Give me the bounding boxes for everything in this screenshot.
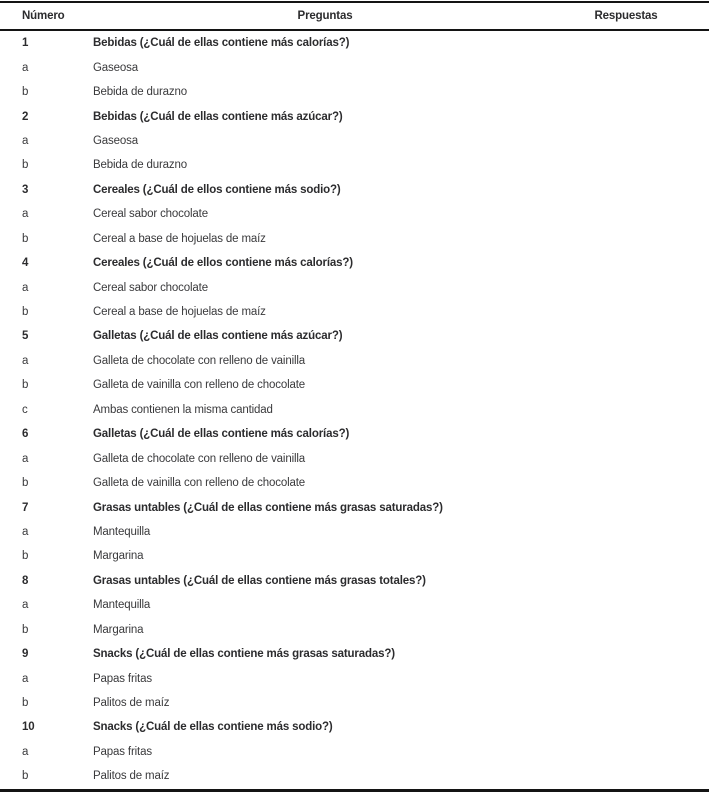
question-text: Galletas (¿Cuál de ellas contiene más azúcar?) xyxy=(93,330,343,343)
option-text: Cereal sabor chocolate xyxy=(93,208,208,221)
question-number: 5 xyxy=(22,330,29,343)
option-text: Galleta de chocolate con relleno de vainilla xyxy=(93,452,306,465)
option-letter: a xyxy=(22,61,29,74)
option-row xyxy=(0,446,709,470)
option-letter: a xyxy=(22,134,29,147)
option-row xyxy=(0,202,709,226)
option-row xyxy=(0,666,709,690)
question-row xyxy=(0,324,709,348)
questions-table xyxy=(0,1,709,792)
option-letter: b xyxy=(22,306,29,319)
question-row xyxy=(0,178,709,202)
option-text: Galleta de chocolate con relleno de vainilla xyxy=(93,354,306,367)
option-row xyxy=(0,275,709,299)
option-row xyxy=(0,618,709,642)
option-letter: a xyxy=(22,354,29,367)
option-letter: a xyxy=(22,672,29,685)
option-row xyxy=(0,398,709,422)
option-text: Margarina xyxy=(93,550,144,563)
question-text: Galletas (¿Cuál de ellas contiene más calorías?) xyxy=(93,428,350,441)
option-row xyxy=(0,300,709,324)
option-row xyxy=(0,373,709,397)
option-letter: b xyxy=(22,550,29,563)
question-number: 6 xyxy=(22,428,29,441)
option-letter: b xyxy=(22,379,29,392)
option-text: Bebida de durazno xyxy=(93,86,187,99)
option-text: Cereal sabor chocolate xyxy=(93,281,208,294)
option-letter: a xyxy=(22,599,29,612)
question-row xyxy=(0,251,709,275)
question-row xyxy=(0,104,709,128)
option-text: Palitos de maíz xyxy=(93,697,170,710)
option-text: Palitos de maíz xyxy=(93,770,170,783)
header-numero: Número xyxy=(22,10,65,22)
option-letter: b xyxy=(22,770,29,783)
table-header-row xyxy=(0,3,709,31)
option-text: Mantequilla xyxy=(93,599,151,612)
option-row xyxy=(0,764,709,788)
question-number: 1 xyxy=(22,37,29,50)
header-respuestas: Respuestas xyxy=(594,10,658,22)
option-row xyxy=(0,227,709,251)
question-number: 10 xyxy=(22,721,35,734)
question-text: Snacks (¿Cuál de ellas contiene más sodio?) xyxy=(93,721,333,734)
question-row xyxy=(0,569,709,593)
option-row xyxy=(0,544,709,568)
option-letter: b xyxy=(22,477,29,490)
option-text: Mantequilla xyxy=(93,525,151,538)
option-text: Galleta de vainilla con relleno de chocolate xyxy=(93,477,306,490)
question-text: Grasas untables (¿Cuál de ellas contiene más grasas saturadas?) xyxy=(93,501,443,514)
question-row xyxy=(0,495,709,519)
question-text: Bebidas (¿Cuál de ellas contiene más azúcar?) xyxy=(93,110,343,123)
option-letter: b xyxy=(22,232,29,245)
question-text: Cereales (¿Cuál de ellos contiene más sodio?) xyxy=(93,183,341,196)
option-letter: a xyxy=(22,281,29,294)
option-row xyxy=(0,471,709,495)
option-row xyxy=(0,691,709,715)
option-text: Bebida de durazno xyxy=(93,159,187,172)
option-text: Papas fritas xyxy=(93,672,152,685)
option-letter: b xyxy=(22,623,29,636)
option-text: Cereal a base de hojuelas de maíz xyxy=(93,306,266,319)
option-text: Galleta de vainilla con relleno de chocolate xyxy=(93,379,306,392)
question-number: 9 xyxy=(22,648,29,661)
question-row xyxy=(0,31,709,55)
question-row xyxy=(0,422,709,446)
option-text: Papas fritas xyxy=(93,745,152,758)
option-row xyxy=(0,80,709,104)
option-row xyxy=(0,153,709,177)
option-row xyxy=(0,593,709,617)
option-row xyxy=(0,740,709,764)
table-body xyxy=(0,31,709,789)
question-number: 4 xyxy=(22,257,29,270)
option-text: Cereal a base de hojuelas de maíz xyxy=(93,232,266,245)
question-number: 3 xyxy=(22,183,29,196)
question-number: 2 xyxy=(22,110,29,123)
option-letter: b xyxy=(22,697,29,710)
option-letter: b xyxy=(22,86,29,99)
header-preguntas: Preguntas xyxy=(297,10,353,22)
option-letter: c xyxy=(22,403,28,416)
option-row xyxy=(0,55,709,79)
question-text: Bebidas (¿Cuál de ellas contiene más calorías?) xyxy=(93,37,350,50)
option-text: Gaseosa xyxy=(93,134,138,147)
option-row xyxy=(0,349,709,373)
question-row xyxy=(0,715,709,739)
question-number: 8 xyxy=(22,574,29,587)
option-letter: a xyxy=(22,745,29,758)
question-number: 7 xyxy=(22,501,29,514)
option-row xyxy=(0,129,709,153)
option-text: Margarina xyxy=(93,623,144,636)
option-letter: a xyxy=(22,525,29,538)
option-text: Gaseosa xyxy=(93,61,138,74)
question-text: Grasas untables (¿Cuál de ellas contiene más grasas totales?) xyxy=(93,574,426,587)
question-text: Snacks (¿Cuál de ellas contiene más grasas saturadas?) xyxy=(93,648,395,661)
option-text: Ambas contienen la misma cantidad xyxy=(93,403,273,416)
question-text: Cereales (¿Cuál de ellos contiene más calorías?) xyxy=(93,257,353,270)
option-letter: a xyxy=(22,208,29,221)
option-letter: a xyxy=(22,452,29,465)
option-letter: b xyxy=(22,159,29,172)
option-row xyxy=(0,520,709,544)
question-row xyxy=(0,642,709,666)
